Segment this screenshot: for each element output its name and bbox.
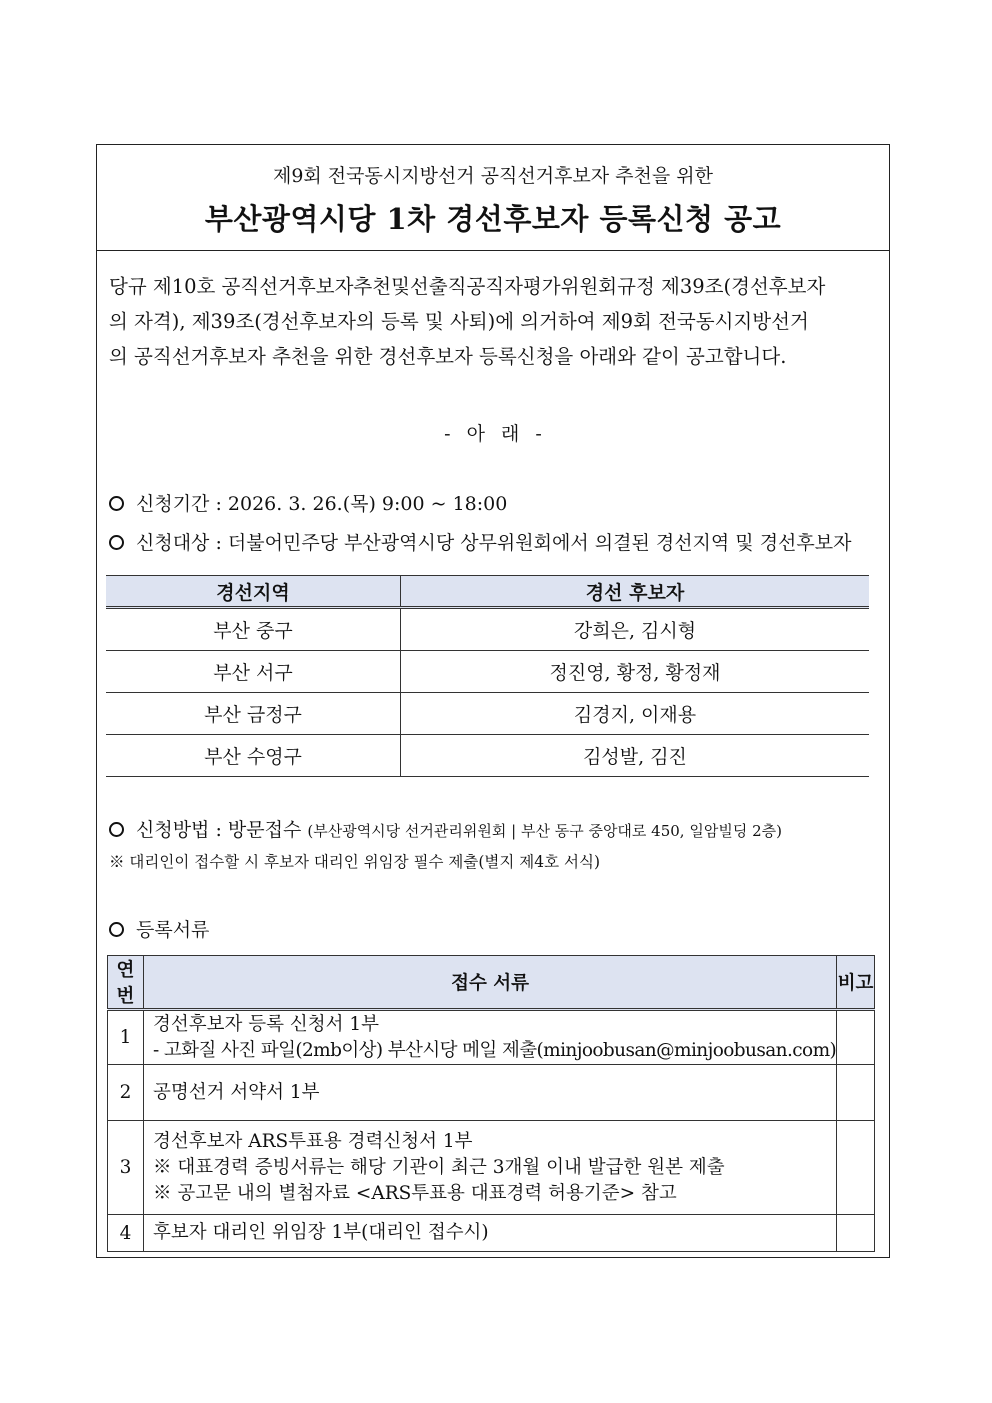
document-cell (143, 1215, 836, 1252)
table-row (108, 1121, 875, 1215)
circle-bullet-icon (109, 496, 124, 511)
document-line: 공명선거 서약서 1부 (152, 1081, 320, 1103)
method-detail: (부산광역시당 선거관리위원회 | 부산 동구 중앙대로 450, 일암빌딩 2층) (307, 822, 782, 840)
region-cell: 부산 수영구 (106, 735, 401, 777)
method-item (109, 815, 782, 842)
document-line: ※ 대표경력 증빙서류는 해당 기관이 최근 3개월 이내 발급한 원본 제출 (152, 1156, 725, 1178)
document-line: ※ 공고문 내의 별첨자료 <ARS투표용 대표경력 허용기준> 참고 (152, 1182, 677, 1204)
table-header-row (106, 576, 869, 608)
table-row (108, 1065, 875, 1121)
notice-title: 부산광역시당 1차 경선후보자 등록신청 공고 (204, 202, 782, 236)
column-header: 비고 (837, 956, 875, 1010)
table-row (106, 608, 869, 651)
document-line: 경선후보자 등록 신청서 1부 (152, 1013, 379, 1035)
circle-bullet-icon (109, 535, 124, 550)
candidates-cell: 정진영, 황정, 황정재 (401, 651, 870, 693)
period-item (109, 489, 507, 516)
document-line: 후보자 대리인 위임장 1부(대리인 접수시) (152, 1222, 489, 1243)
intro-line: 의 공직선거후보자 추천을 위한 경선후보자 등록신청을 아래와 같이 공고합니다. (109, 345, 787, 368)
column-header: 경선지역 (106, 576, 401, 608)
target-item (109, 528, 851, 555)
circle-bullet-icon (109, 922, 124, 937)
column-header: 접수 서류 (143, 956, 836, 1010)
candidates-cell: 김성발, 김진 (401, 735, 870, 777)
documents-table (107, 955, 875, 1252)
target-text: 신청대상 : 더불어민주당 부산광역시당 상무위원회에서 의결된 경선지역 및 경선후보자 (136, 532, 852, 554)
document-line: 경선후보자 ARS투표용 경력신청서 1부 (152, 1130, 473, 1152)
period-text: 신청기간 : 2026. 3. 26.(목) 9:00 ~ 18:00 (136, 493, 508, 515)
candidates-cell: 김경지, 이재용 (401, 693, 870, 735)
row-number: 2 (108, 1065, 144, 1121)
table-row (106, 651, 869, 693)
region-cell: 부산 중구 (106, 608, 401, 651)
region-cell: 부산 금정구 (106, 693, 401, 735)
documents-title: 등록서류 (136, 919, 210, 941)
notice-frame (96, 144, 890, 1258)
notice-label: - 아 래 - (444, 423, 542, 445)
title-divider (97, 250, 889, 251)
notice-subtitle: 제9회 전국동시지방선거 공직선거후보자 추천을 위한 (272, 165, 714, 187)
document-line: - 고화질 사진 파일(2mb이상) 부산시당 메일 제출(minjoobusan@minjoobusan.com) (152, 1039, 837, 1061)
circle-bullet-icon (109, 822, 124, 837)
note-cell (837, 1010, 875, 1065)
candidates-table (106, 575, 869, 777)
intro-paragraph (109, 269, 879, 374)
candidates-cell: 강희은, 김시형 (401, 608, 870, 651)
document-cell (143, 1065, 836, 1121)
table-row (108, 1010, 875, 1065)
row-number: 3 (108, 1121, 144, 1215)
table-header-row (108, 956, 875, 1010)
region-cell: 부산 서구 (106, 651, 401, 693)
table-row (106, 735, 869, 777)
column-header: 경선 후보자 (401, 576, 870, 608)
table-row (108, 1215, 875, 1252)
intro-line: 당규 제10호 공직선거후보자추천및선출직공직자평가위원회규정 제39조(경선후보자 (109, 275, 826, 298)
document-cell (143, 1010, 836, 1065)
documents-heading (109, 915, 209, 942)
table-row (106, 693, 869, 735)
column-header: 연번 (108, 956, 144, 1010)
intro-line: 의 자격), 제39조(경선후보자의 등록 및 사퇴)에 의거하여 제9회 전국동시지방선거 (109, 310, 809, 333)
note-cell (837, 1121, 875, 1215)
document-cell (143, 1121, 836, 1215)
note-cell (837, 1065, 875, 1121)
row-number: 1 (108, 1010, 144, 1065)
method-label: 신청방법 : 방문접수 (136, 819, 302, 841)
proxy-footnote: ※ 대리인이 접수할 시 후보자 대리인 위임장 필수 제출(별지 제4호 서식) (109, 853, 600, 871)
row-number: 4 (108, 1215, 144, 1252)
note-cell (837, 1215, 875, 1252)
